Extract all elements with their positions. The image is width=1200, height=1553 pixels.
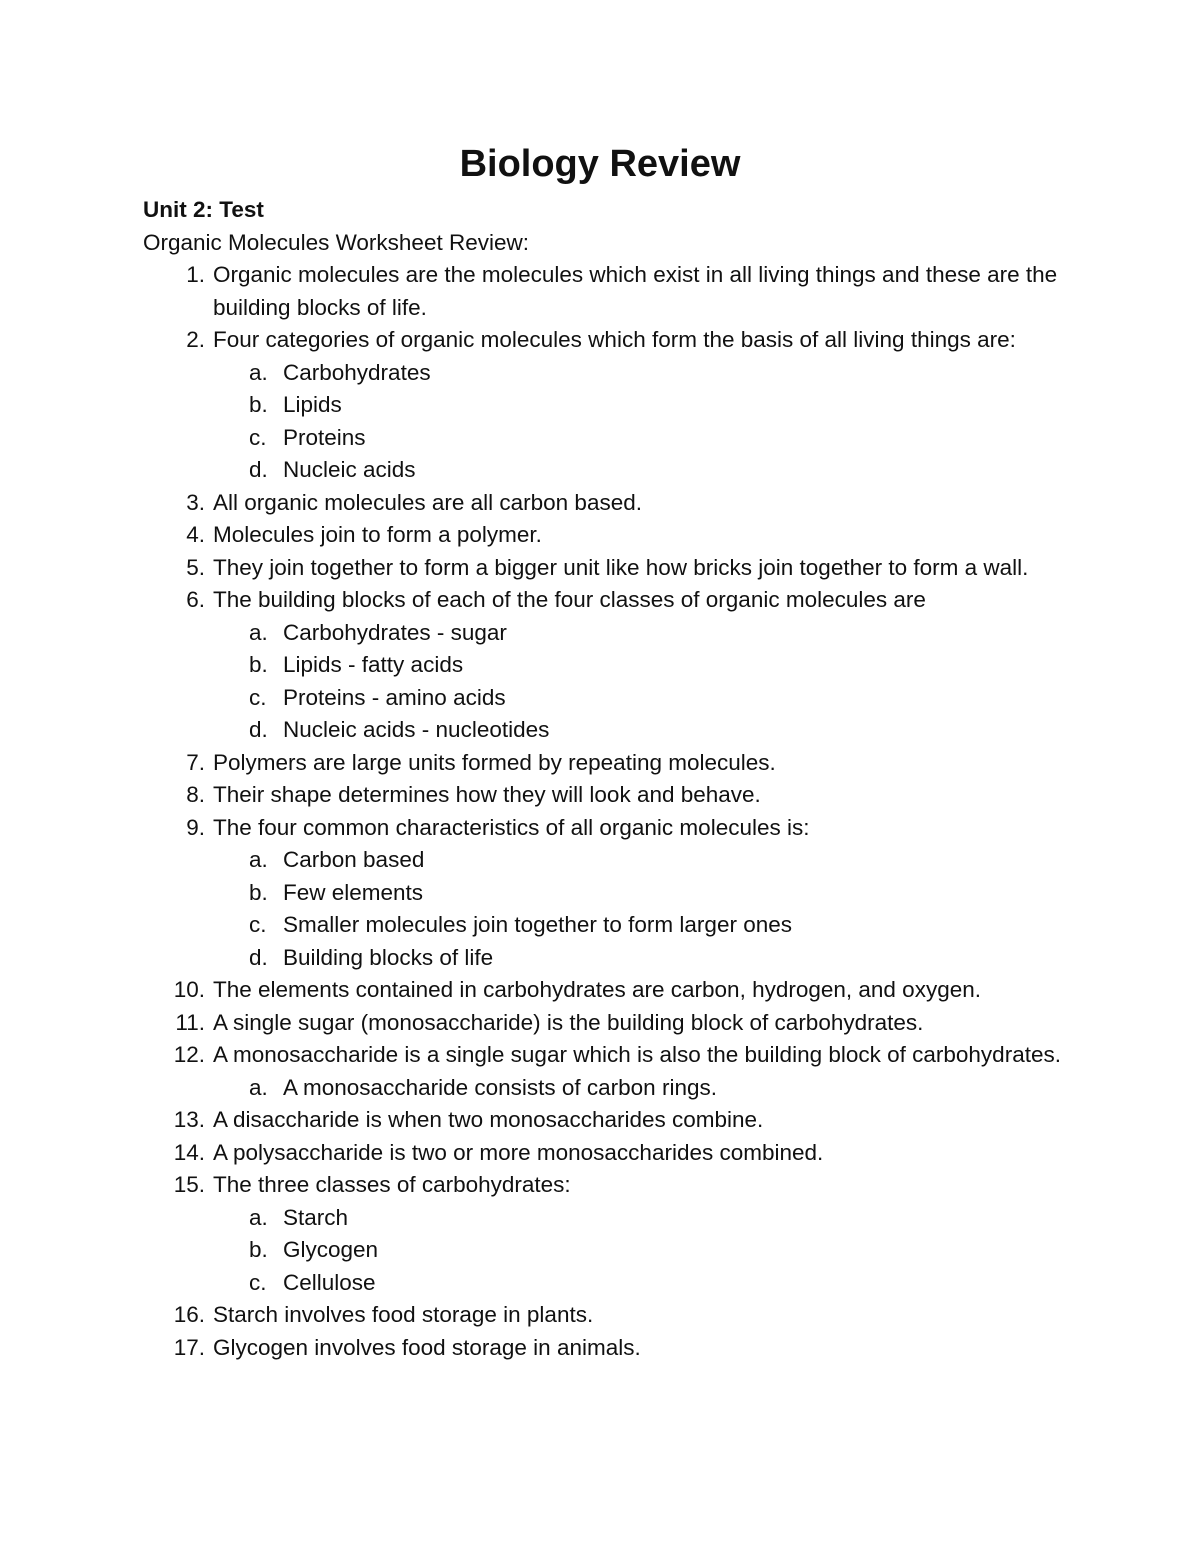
list-item-number: 17. (173, 1334, 205, 1360)
list-item-number: 2. (186, 327, 205, 352)
sub-list-item-text: Proteins - amino acids (283, 684, 506, 710)
list-item-text: A monosaccharide is a single sugar which is also the building block of carbohydrates. (213, 1042, 1061, 1067)
list-item-text: They join together to form a bigger unit like how bricks join together to form a wall. (213, 554, 1029, 580)
list-item (143, 812, 1103, 975)
list-item-text: The three classes of carbohydrates: (213, 1172, 571, 1197)
list-item (143, 974, 1103, 1007)
sub-item-list (213, 1072, 1103, 1105)
sub-list-item (213, 422, 1103, 455)
list-item (143, 259, 1103, 324)
sub-list-item (213, 1072, 1103, 1105)
list-item-number: 12. (173, 1042, 205, 1067)
list-item-text: Molecules join to form a polymer. (213, 522, 542, 547)
sub-list-item (213, 942, 1103, 975)
list-item (143, 487, 1103, 520)
sub-list-item-text: Nucleic acids - nucleotides (283, 717, 550, 742)
sub-list-item-letter: b. (249, 1237, 268, 1262)
list-item (143, 1039, 1103, 1104)
sub-list-item-text: Building blocks of life (283, 944, 494, 970)
sub-list-item (213, 1234, 1103, 1267)
list-item-text: Four categories of organic molecules which form the basis of all living things are: (213, 327, 1016, 352)
page-title: Biology Review (459, 143, 741, 185)
list-item (143, 1299, 1103, 1332)
section-subheading: Organic Molecules Worksheet Review: (143, 229, 529, 255)
sub-list-item-text: Few elements (283, 879, 424, 905)
sub-list-item-letter: b. (249, 392, 268, 417)
list-item (143, 519, 1103, 552)
sub-item-list (213, 357, 1103, 487)
list-item-number: 1. (186, 262, 205, 287)
sub-list-item-text: Proteins (283, 424, 366, 450)
sub-list-item-text: Starch (283, 1204, 349, 1230)
sub-list-item-letter: a. (249, 619, 268, 645)
list-item (143, 552, 1103, 585)
sub-item-list (213, 617, 1103, 747)
sub-list-item-letter: d. (249, 944, 268, 970)
list-item-number: 13. (173, 1107, 205, 1132)
sub-list-item (213, 1202, 1103, 1235)
unit-heading: Unit 2: Test (143, 197, 264, 222)
sub-list-item-text: Nucleic acids (283, 457, 416, 482)
sub-list-item-letter: b. (249, 652, 268, 677)
sub-list-item-letter: b. (249, 879, 268, 905)
sub-item-list (213, 844, 1103, 974)
sub-list-item-letter: c. (249, 912, 267, 937)
list-item-text: A disaccharide is when two monosaccharides combine. (213, 1107, 764, 1132)
list-item-number: 3. (186, 489, 205, 515)
sub-list-item-text: Carbohydrates (283, 359, 431, 385)
review-item-list (143, 259, 1103, 1364)
sub-list-item-letter: a. (249, 1074, 268, 1100)
list-item-number: 5. (186, 554, 205, 580)
sub-list-item-letter: a. (249, 1204, 268, 1230)
sub-list-item-letter: d. (249, 717, 268, 742)
sub-item-list (213, 1202, 1103, 1300)
sub-list-item (213, 1267, 1103, 1300)
sub-list-item (213, 909, 1103, 942)
sub-list-item-text: Carbohydrates - sugar (283, 619, 507, 645)
list-item-number: 6. (186, 587, 205, 612)
list-item-text: The elements contained in carbohydrates are carbon, hydrogen, and oxygen. (213, 977, 981, 1002)
list-item (143, 584, 1103, 747)
sub-list-item (213, 617, 1103, 650)
list-item-number: 10. (173, 977, 205, 1002)
list-item (143, 1137, 1103, 1170)
sub-list-item-text: A monosaccharide consists of carbon rings. (283, 1074, 717, 1100)
list-item-number: 9. (186, 814, 205, 840)
list-item-number: 11. (175, 1009, 205, 1035)
list-item-number: 16. (173, 1302, 205, 1327)
sub-list-item-text: Carbon based (283, 847, 425, 872)
list-item (143, 324, 1103, 487)
document-body (143, 194, 1103, 1364)
list-item-text: Polymers are large units formed by repeating molecules. (213, 749, 776, 775)
list-item (143, 747, 1103, 780)
sub-list-item-letter: c. (249, 424, 267, 450)
list-item-text: A single sugar (monosaccharide) is the building block of carbohydrates. (213, 1009, 924, 1035)
sub-list-item (213, 844, 1103, 877)
sub-list-item-text: Lipids (283, 392, 342, 417)
list-item (143, 1332, 1103, 1365)
list-item-text: The building blocks of each of the four classes of organic molecules are (213, 587, 926, 612)
list-item-number: 4. (186, 522, 205, 547)
sub-list-item-text: Smaller molecules join together to form larger ones (283, 912, 792, 937)
list-item-text: Their shape determines how they will look and behave. (213, 782, 761, 807)
sub-list-item-text: Glycogen (283, 1237, 379, 1262)
sub-list-item-letter: c. (249, 1269, 267, 1295)
sub-list-item-text: Lipids - fatty acids (283, 652, 464, 677)
list-item-number: 15. (173, 1172, 205, 1197)
sub-list-item-letter: a. (249, 847, 268, 872)
list-item-text: Organic molecules are the molecules which exist in all living things and these are the building blocks of life. (213, 262, 1058, 320)
list-item-text: Glycogen involves food storage in animals. (213, 1334, 641, 1360)
sub-list-item-letter: a. (249, 359, 268, 385)
list-item-text: Starch involves food storage in plants. (213, 1302, 594, 1327)
sub-list-item (213, 389, 1103, 422)
sub-list-item (213, 682, 1103, 715)
sub-list-item (213, 714, 1103, 747)
list-item (143, 1104, 1103, 1137)
list-item-number: 7. (186, 749, 205, 775)
sub-list-item (213, 454, 1103, 487)
list-item-number: 14. (173, 1139, 205, 1165)
list-item-text: All organic molecules are all carbon based. (213, 489, 642, 515)
sub-list-item-letter: d. (249, 457, 268, 482)
list-item (143, 1169, 1103, 1299)
sub-list-item-letter: c. (249, 684, 267, 710)
sub-list-item-text: Cellulose (283, 1269, 376, 1295)
sub-list-item (213, 877, 1103, 910)
list-item-text: A polysaccharide is two or more monosaccharides combined. (213, 1139, 824, 1165)
list-item (143, 779, 1103, 812)
sub-list-item (213, 649, 1103, 682)
list-item-number: 8. (186, 782, 205, 807)
list-item-text: The four common characteristics of all organic molecules is: (213, 814, 810, 840)
list-item (143, 1007, 1103, 1040)
sub-list-item (213, 357, 1103, 390)
